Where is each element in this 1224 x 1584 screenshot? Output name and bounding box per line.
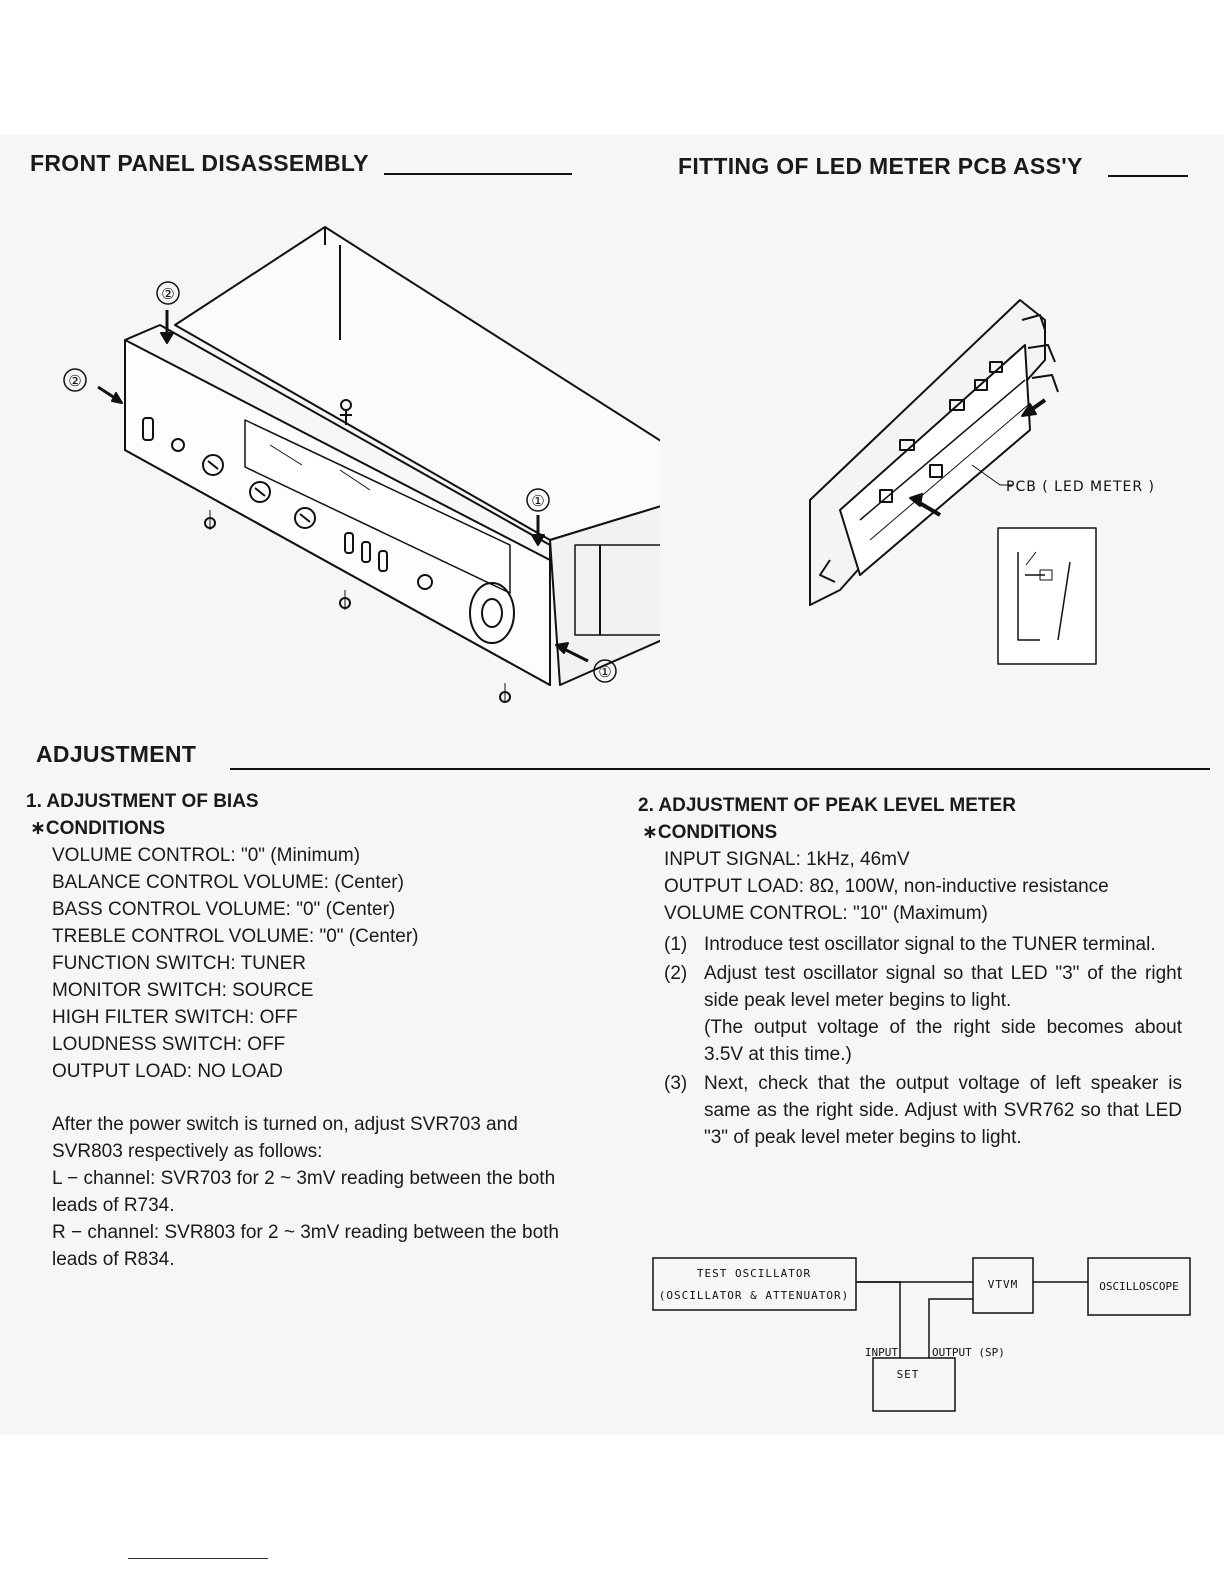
callout-2-left: ② — [68, 372, 82, 390]
set-label: SET — [896, 1368, 920, 1381]
bias-condition: FUNCTION SWITCH: TUNER — [52, 953, 307, 974]
peak-step — [664, 960, 1182, 1068]
oscillator-label-2: (OSCILLATOR & ATTENUATOR) — [658, 1289, 850, 1302]
front-panel-figure — [40, 215, 660, 710]
callout-1-bottom: ① — [598, 663, 612, 681]
output-label: OUTPUT (SP) — [932, 1346, 1005, 1359]
peak-condition: OUTPUT LOAD: 8Ω, 100W, non-inductive resistance — [664, 876, 1109, 897]
step-text: Adjust test oscillator signal so that LED "3" of the right side peak level meter begins to light. — [704, 963, 1182, 1011]
screw-right — [500, 683, 510, 703]
bias-section — [26, 788, 586, 1273]
peak-title: 2. ADJUSTMENT OF PEAK LEVEL METER — [638, 795, 1016, 816]
screw-bottom — [340, 590, 350, 610]
step-text: Introduce test oscillator signal to the TUNER terminal. — [704, 934, 1156, 955]
bias-condition: BASS CONTROL VOLUME: "0" (Center) — [52, 899, 396, 920]
bias-condition: BALANCE CONTROL VOLUME: (Center) — [52, 872, 404, 893]
peak-step — [664, 931, 1182, 958]
bias-condition: TREBLE CONTROL VOLUME: "0" (Center) — [52, 926, 419, 947]
bias-instruction: R − channel: SVR803 for 2 ~ 3mV reading between the both leads of R834. — [52, 1222, 559, 1270]
bias-instruction: After the power switch is turned on, adjust SVR703 and SVR803 respectively as follows: — [52, 1114, 518, 1162]
bias-condition: LOUDNESS SWITCH: OFF — [52, 1034, 286, 1055]
bias-conditions-title: ∗CONDITIONS — [30, 818, 166, 839]
adjustment-rule — [230, 768, 1210, 770]
peak-conditions-title: ∗CONDITIONS — [642, 822, 778, 843]
step-text: Next, check that the output voltage of left speaker is same as the right side. Adjust with SVR762 so that LED "3" of peak level meter begins to light. — [704, 1073, 1182, 1148]
peak-step — [664, 1070, 1182, 1151]
peak-steps-list — [638, 931, 1182, 1151]
front-panel-rule — [384, 173, 572, 175]
fitting-rule — [1108, 175, 1188, 177]
oscillator-label-1: TEST OSCILLATOR — [696, 1267, 812, 1280]
step-number: (2) — [664, 963, 688, 984]
bias-title: 1. ADJUSTMENT OF BIAS — [26, 791, 259, 812]
test-oscillator-box — [653, 1258, 856, 1310]
peak-condition: VOLUME CONTROL: "10" (Maximum) — [664, 903, 988, 924]
set-box — [873, 1358, 955, 1411]
bias-condition: MONITOR SWITCH: SOURCE — [52, 980, 314, 1001]
peak-conditions-list — [638, 846, 1182, 927]
step-number: (1) — [664, 934, 688, 955]
bias-conditions-list — [26, 842, 586, 1085]
bias-condition: HIGH FILTER SWITCH: OFF — [52, 1007, 298, 1028]
step-note: (The output voltage of the right side becomes about 3.5V at this time.) — [704, 1017, 1182, 1065]
bias-condition: OUTPUT LOAD: NO LOAD — [52, 1061, 283, 1082]
fitting-heading: FITTING OF LED METER PCB ASS'Y — [678, 153, 1083, 179]
led-meter-pcb-figure — [800, 290, 1200, 670]
block-diagram — [650, 1255, 1195, 1415]
input-label: INPUT — [864, 1346, 898, 1359]
adjustment-heading: ADJUSTMENT — [36, 741, 197, 767]
oscilloscope-label: OSCILLOSCOPE — [1099, 1280, 1179, 1293]
callout-2-top: ② — [161, 285, 175, 303]
callout-1-top: ① — [531, 492, 545, 510]
peak-condition: INPUT SIGNAL: 1kHz, 46mV — [664, 849, 910, 870]
step-number: (3) — [664, 1073, 688, 1094]
vtvm-label: VTVM — [987, 1278, 1019, 1291]
pcb-label: PCB ( LED METER ) — [1006, 479, 1156, 495]
front-panel-heading: FRONT PANEL DISASSEMBLY — [30, 150, 369, 176]
screw-left — [205, 510, 215, 530]
bias-condition: VOLUME CONTROL: "0" (Minimum) — [52, 845, 361, 866]
footer-rule — [128, 1558, 268, 1559]
bias-instruction: L − channel: SVR703 for 2 ~ 3mV reading between the both leads of R734. — [52, 1168, 556, 1216]
peak-section — [638, 792, 1182, 1153]
